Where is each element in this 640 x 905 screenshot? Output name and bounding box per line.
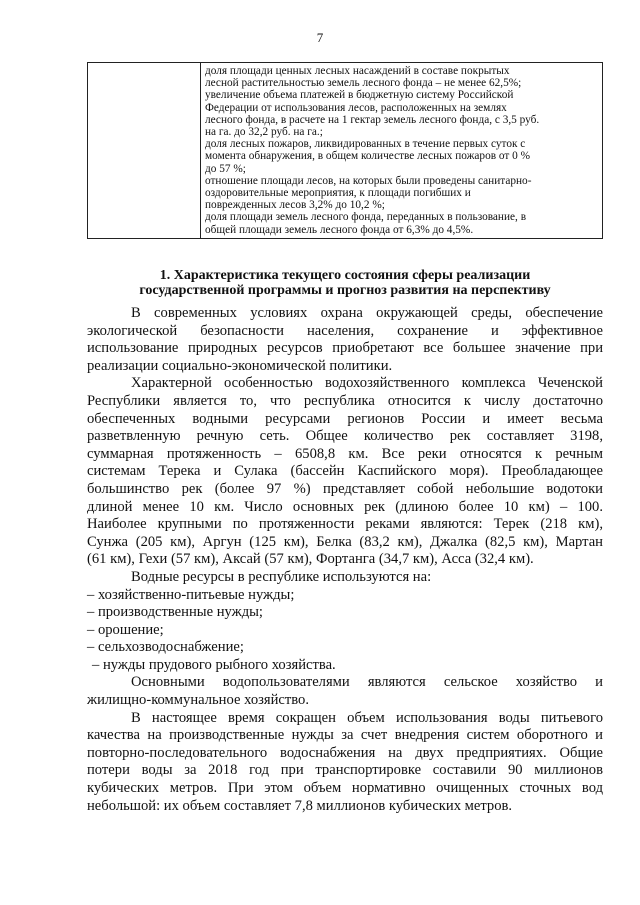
text-line: В современных условиях охрана окружающей среды, обеспечение [131,305,603,321]
text-line: В настоящее время сокращен объем использования воды питьевого [131,709,603,726]
text-line: большинство рек (более 97 %) представляет собой небольшие водотоки [87,480,603,497]
text-line: качества на производственные нужды за счет внедрения систем оборотного и [87,727,603,744]
table-line: до 57 %; [205,162,246,175]
list-item: – орошение; [87,621,164,638]
table-line: момента обнаружения, в общем количестве лесных пожаров от 0 % [205,150,531,163]
list-item: – сельхозводоснабжение; [87,639,244,656]
text-line: экологической безопасности населения, сохранение и эффективное [87,322,603,339]
text-line: использование природных ресурсов приобретают все большее значение при [87,340,603,357]
text-line: (61 км), Гехи (57 км), Аксай (57 км), Фортанга (34,7 км), Асса (32,4 км). [87,551,534,568]
text-line: потери воды за 2018 год при транспортировке составили 90 миллионов [87,762,603,779]
table-cell-indicators [201,63,603,239]
body-text [87,305,603,815]
text-line: Характерной особенностью водохозяйственного комплекса Чеченской [131,375,603,392]
text-line: суммарная протяженность – 6508,8 км. Все реки относятся к речным [87,445,603,462]
table-row [88,63,603,239]
table-line: доля площади ценных лесных насаждений в составе покрытых [205,65,510,77]
water-use-list [87,587,603,675]
table-line: увеличение объема платежей в бюджетную систему Российской [205,89,514,102]
table-line: лесного фонда, в расчете на 1 гектар земель лесного фонда, с 3,5 руб. [205,113,540,126]
list-item: – нужды прудового рыбного хозяйства. [92,656,336,673]
section-heading-line: государственной программы и прогноз развития на перспективу [139,283,551,298]
paragraph-water-losses [87,710,603,816]
text-line: Республики является то, что республика относится к числу достаточно [87,392,603,409]
text-line: Водные ресурсы в республике используются на: [131,568,432,585]
text-line: жилищно-коммунальное хозяйство. [87,692,310,709]
section-heading-line: 1. Характеристика текущего состояния сферы реализации [159,268,531,283]
indicators-table [87,62,603,239]
text-line: небольшой: их объем составляет 7,8 миллионов кубических метров. [87,797,513,814]
text-line: реализации социально-экономической политики. [87,357,393,374]
paragraph-water-complex [87,375,603,569]
table-line: поврежденных лесов 3,2% до 10,2 %; [205,199,385,212]
table-line: на га. до 32,2 руб. на га.; [205,126,323,139]
text-line: Сунжа (205 км), Аргун (125 км), Белка (83,2 км), Джалка (82,5 км), Мартан [87,533,603,550]
text-line: разветвленную речную сеть. Общее количество рек составляет 3198, [87,428,603,445]
table-line: Федерации от использования лесов, расположенных на землях [205,101,507,114]
list-item: – производственные нужды; [87,604,263,621]
table-line: отношение площади лесов, на которых были проведены санитарно- [205,174,532,187]
text-line: длиной менее 10 км. Число основных рек (длиною более 10 км) – 100. [87,498,603,515]
table-line: оздоровительные мероприятия, к площади погибших и [205,187,471,200]
section-heading [87,268,603,298]
list-item: – хозяйственно-питьевые нужды; [87,586,295,603]
text-line: Основными водопользователями являются сельское хозяйство и [131,674,603,691]
page-number: 7 [316,30,324,45]
paragraph-water-users [87,674,603,709]
paragraph-water-use [87,569,603,587]
table-line: доля площади земель лесного фонда, переданных в пользование, в [205,211,527,224]
table-line: общей площади земель лесного фонда от 6,3% до 4,5%. [205,223,474,236]
table-line: доля лесных пожаров, ликвидированных в течение первых суток с [205,138,526,151]
text-line: кубических метров. При этом объем нормативно очищенных сточных вод [87,780,603,797]
text-line: системам Терека и Сулака (бассейн Каспийского моря). Преобладающее [87,463,603,480]
paragraph-intro [87,305,603,375]
table-cell-empty [88,63,201,239]
text-line: Наиболее крупными по протяженности реками являются: Терек (218 км), [87,516,603,533]
text-line: обеспеченных водными ресурсами регионов России и имеет весьма [87,410,603,427]
text-line: повторно-последовательного водоснабжения на двух предприятиях. Общие [87,744,603,761]
table-line: лесной растительностью земель лесного фонда – не менее 62,5%; [205,77,522,90]
